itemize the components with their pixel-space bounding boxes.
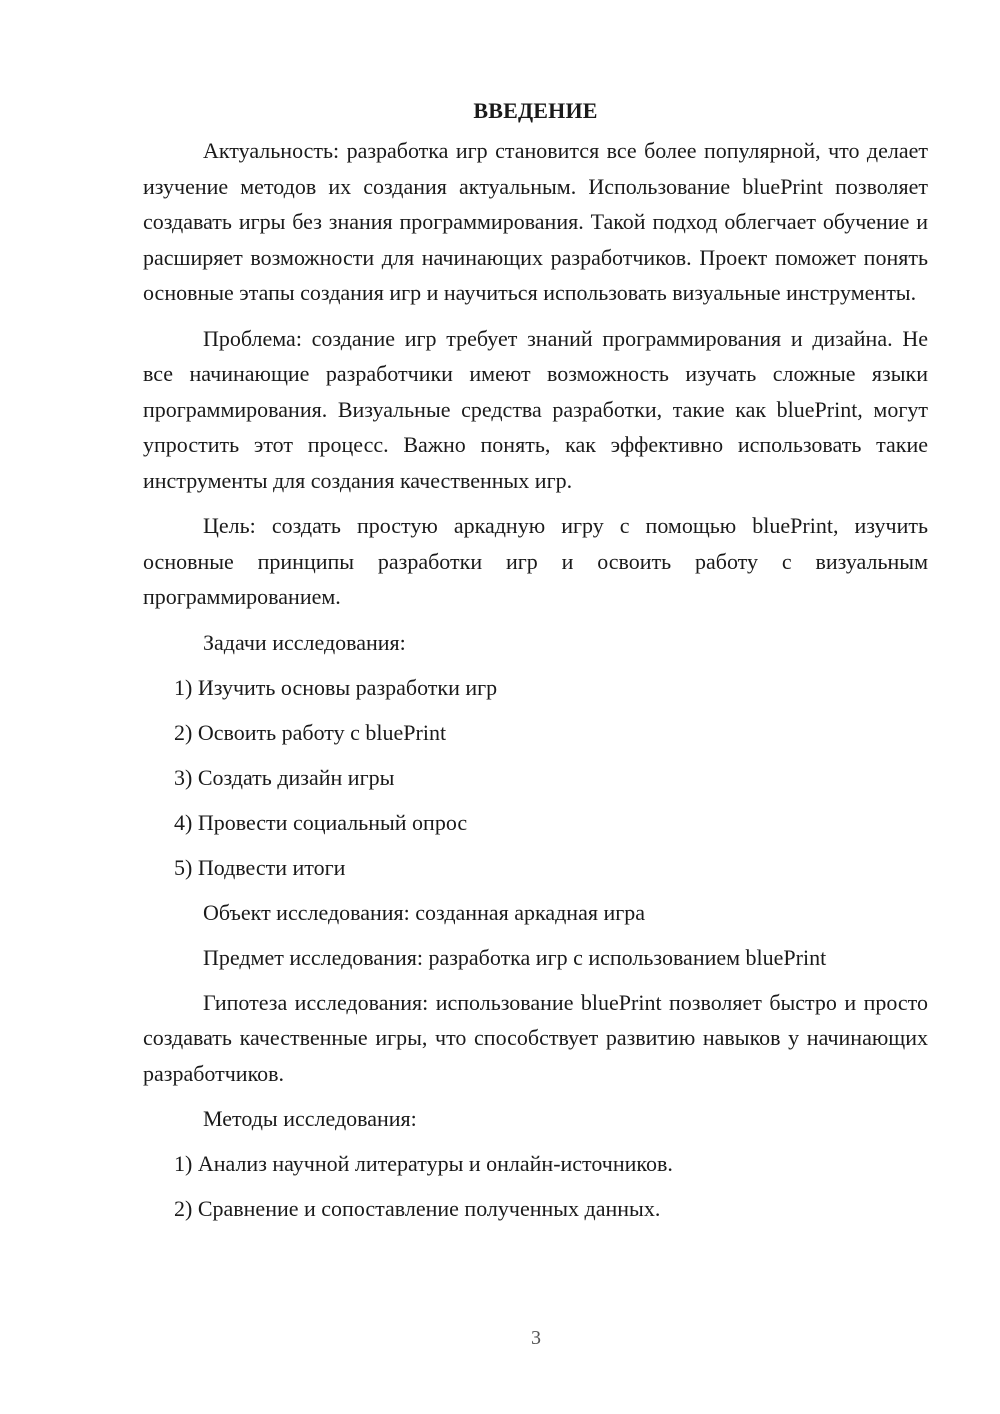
methods-heading: Методы исследования: (203, 1106, 417, 1131)
research-subject: Предмет исследования: разработка игр с использованием bluePrint (203, 944, 827, 970)
method-item: 2) Сравнение и сопоставление полученных данных. (174, 1196, 661, 1221)
tasks-heading: Задачи исследования: (203, 629, 406, 655)
goal-paragraph: Цель: создать простую аркадную игру с помощью bluePrint, изучить основные принципы разработки игр и освоить работу с визуальным программированием. (143, 513, 928, 609)
section-title: ВВЕДЕНИЕ (473, 98, 598, 123)
problem-paragraph: Проблема: создание игр требует знаний программирования и дизайна. Не все начинающие разработчики имеют возможность изучать сложные языки программирования. Визуальные средства разработки, такие как bluePrint, могут упростить этот процесс. Важно понять, как эффективно использовать такие инструменты для создания качественных игр. (143, 325, 928, 493)
task-item: 3) Создать дизайн игры (174, 764, 395, 790)
relevance-paragraph: Актуальность: разработка игр становится все более популярной, что делает изучение методов их создания актуальным. Использование bluePrint позволяет создавать игры без знания программирования. Такой подход облегчает обучение и расширяет возможности для начинающих разработчиков. Проект поможет понять основные этапы создания игр и научиться использовать визуальные инструменты. (143, 138, 928, 305)
task-item: 4) Провести социальный опрос (174, 809, 468, 835)
task-item: 1) Изучить основы разработки игр (174, 674, 498, 700)
method-item: 1) Анализ научной литературы и онлайн-источников. (174, 1151, 673, 1176)
research-object: Объект исследования: созданная аркадная игра (203, 899, 646, 925)
task-item: 2) Освоить работу с bluePrint (174, 719, 447, 745)
document-page (143, 95, 928, 1236)
task-item: 5) Подвести итоги (174, 854, 346, 880)
page-number: 3 (531, 1327, 541, 1349)
hypothesis-paragraph: Гипотеза исследования: использование bluePrint позволяет быстро и просто создавать качественные игры, что способствует развитию навыков у начинающих разработчиков. (143, 989, 928, 1086)
